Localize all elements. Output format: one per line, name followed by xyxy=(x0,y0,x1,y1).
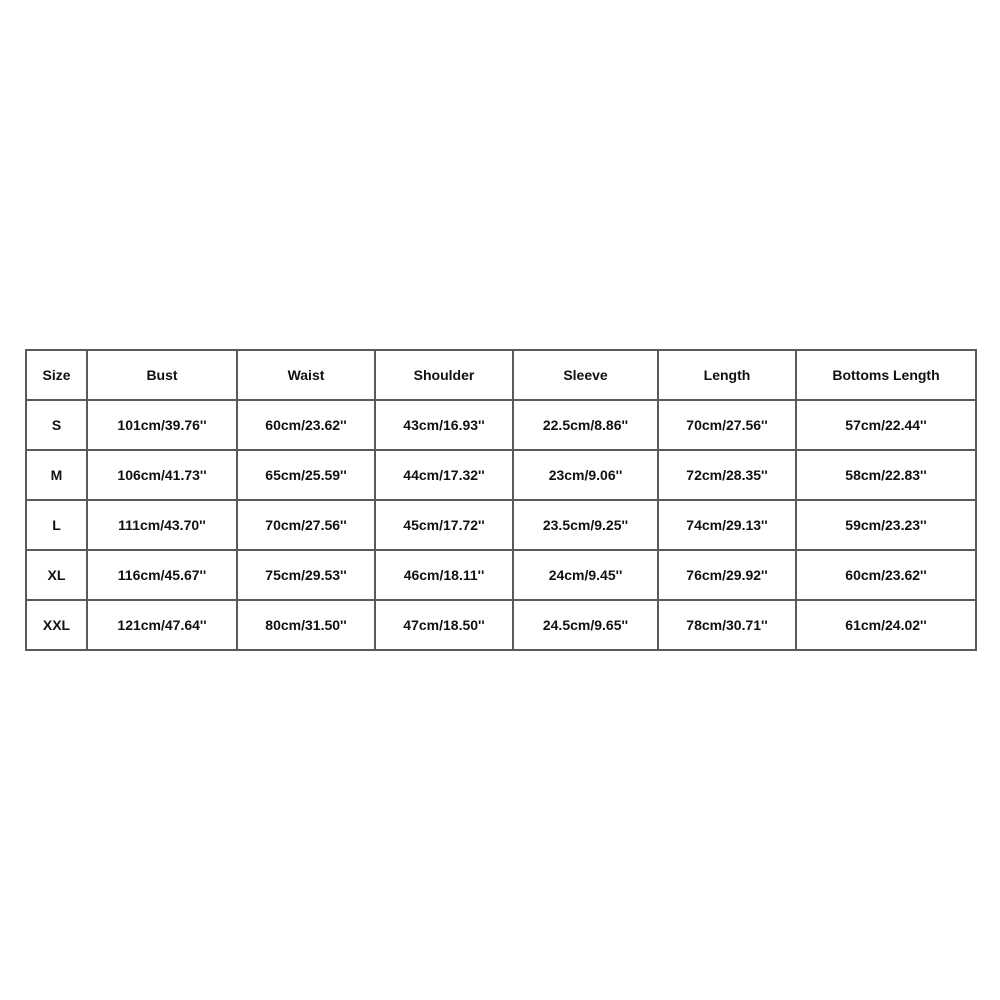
table-row xyxy=(26,600,976,650)
shoulder-cell: 45cm/17.72'' xyxy=(375,500,513,550)
table-row xyxy=(26,550,976,600)
waist-cell: 65cm/25.59'' xyxy=(237,450,375,500)
length-cell: 78cm/30.71'' xyxy=(658,600,796,650)
header-row xyxy=(26,350,976,400)
sleeve-cell: 23cm/9.06'' xyxy=(513,450,658,500)
bottoms-length-cell: 57cm/22.44'' xyxy=(796,400,976,450)
shoulder-cell: 47cm/18.50'' xyxy=(375,600,513,650)
sleeve-cell: 24cm/9.45'' xyxy=(513,550,658,600)
bust-cell: 101cm/39.76'' xyxy=(87,400,237,450)
shoulder-cell: 44cm/17.32'' xyxy=(375,450,513,500)
bottoms-length-cell: 60cm/23.62'' xyxy=(796,550,976,600)
header-length: Length xyxy=(658,350,796,400)
table-row xyxy=(26,400,976,450)
table-row xyxy=(26,450,976,500)
header-shoulder: Shoulder xyxy=(375,350,513,400)
bust-cell: 111cm/43.70'' xyxy=(87,500,237,550)
header-bust: Bust xyxy=(87,350,237,400)
size-cell: S xyxy=(26,400,87,450)
bust-cell: 116cm/45.67'' xyxy=(87,550,237,600)
size-cell: L xyxy=(26,500,87,550)
bottoms-length-cell: 58cm/22.83'' xyxy=(796,450,976,500)
sleeve-cell: 22.5cm/8.86'' xyxy=(513,400,658,450)
size-cell: M xyxy=(26,450,87,500)
sleeve-cell: 24.5cm/9.65'' xyxy=(513,600,658,650)
sleeve-cell: 23.5cm/9.25'' xyxy=(513,500,658,550)
header-sleeve: Sleeve xyxy=(513,350,658,400)
size-chart-table xyxy=(25,349,977,651)
waist-cell: 70cm/27.56'' xyxy=(237,500,375,550)
bottoms-length-cell: 59cm/23.23'' xyxy=(796,500,976,550)
waist-cell: 75cm/29.53'' xyxy=(237,550,375,600)
waist-cell: 60cm/23.62'' xyxy=(237,400,375,450)
header-size: Size xyxy=(26,350,87,400)
size-cell: XL xyxy=(26,550,87,600)
length-cell: 74cm/29.13'' xyxy=(658,500,796,550)
bust-cell: 106cm/41.73'' xyxy=(87,450,237,500)
size-cell: XXL xyxy=(26,600,87,650)
length-cell: 72cm/28.35'' xyxy=(658,450,796,500)
bottoms-length-cell: 61cm/24.02'' xyxy=(796,600,976,650)
length-cell: 70cm/27.56'' xyxy=(658,400,796,450)
shoulder-cell: 46cm/18.11'' xyxy=(375,550,513,600)
length-cell: 76cm/29.92'' xyxy=(658,550,796,600)
header-waist: Waist xyxy=(237,350,375,400)
waist-cell: 80cm/31.50'' xyxy=(237,600,375,650)
header-bottoms-length: Bottoms Length xyxy=(796,350,976,400)
bust-cell: 121cm/47.64'' xyxy=(87,600,237,650)
table-row xyxy=(26,500,976,550)
shoulder-cell: 43cm/16.93'' xyxy=(375,400,513,450)
